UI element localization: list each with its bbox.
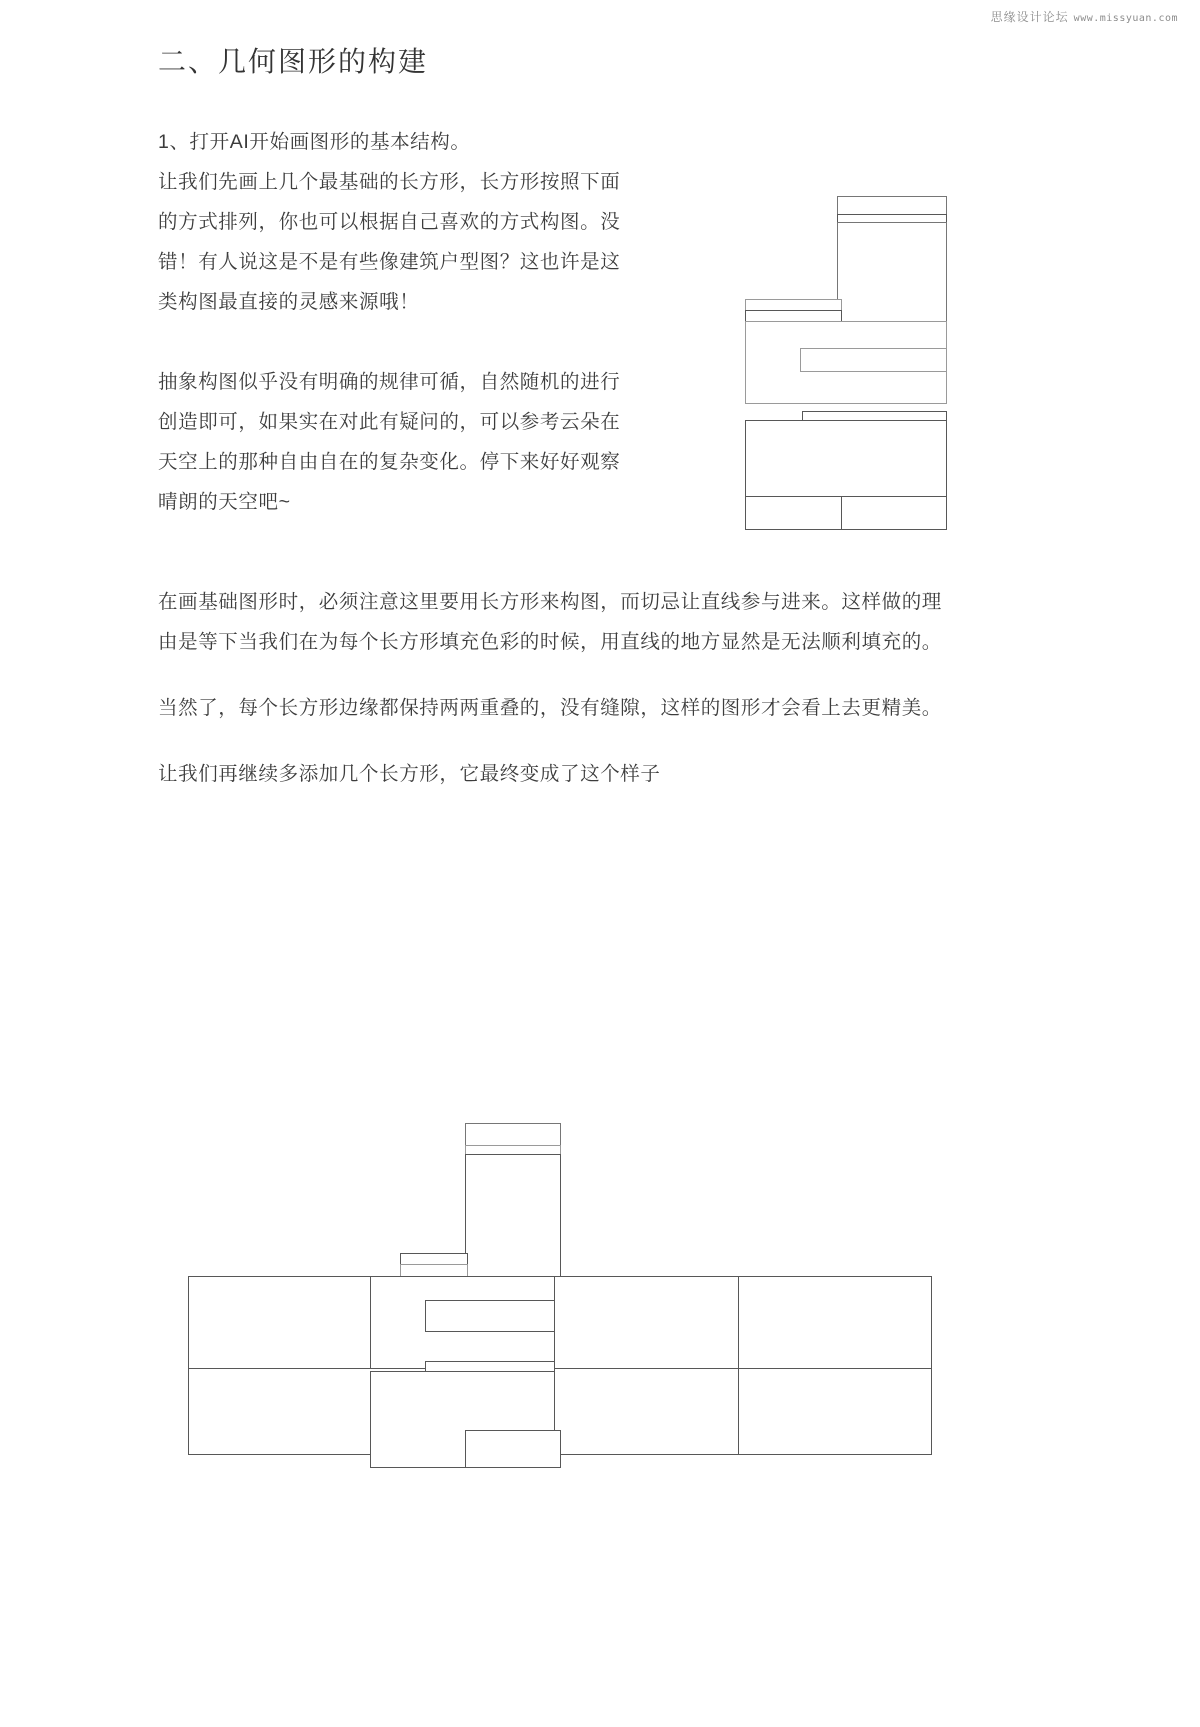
figure-rectangle [465,1154,561,1290]
paragraph-1: 让我们先画上几个最基础的长方形，长方形按照下面的方式排列，你也可以根据自己喜欢的方式构图。没错！有人说这是不是有些像建筑户型图？这也许是这类构图最直接的灵感来源哦！ [158,171,621,314]
paragraph-3: 在画基础图形时，必须注意这里要用长方形来构图，而切忌让直线参与进来。这样做的理由是等下当我们在为每个长方形填充色彩的时候，用直线的地方显然是无法顺利填充的。 [158,591,942,654]
figure-rectangle [465,1123,561,1147]
step-label: 1、打开AI开始画图形的基本结构。 [158,131,471,154]
watermark-url: www.missyuan.com [1073,13,1178,24]
figure-rectangle [425,1300,555,1332]
figure-rectangle [841,496,947,530]
paragraph-2: 抽象构图似乎没有明确的规律可循，自然随机的进行创造即可，如果实在对此有疑问的，可以参考云朵在天空上的那种自由自在的复杂变化。停下来好好观察晴朗的天空吧~ [158,371,621,514]
figure-rectangle [837,196,947,216]
figure-rectangle [745,496,842,530]
spacer [158,662,948,688]
page-title: 二、几何图形的构建 [158,46,429,77]
watermark-site-name: 思缘设计论坛 [990,10,1069,24]
site-watermark [991,8,1178,25]
figure-basic-structure [737,196,947,581]
figure-rectangle [800,348,947,372]
figure-rectangle [738,1368,932,1455]
figure-rectangle [465,1430,561,1468]
spacer [158,728,948,754]
figure-final-composition [180,1118,940,1468]
paragraph-4: 当然了，每个长方形边缘都保持两两重叠的，没有缝隙，这样的图形才会看上去更精美。 [158,697,942,720]
figure-rectangle [738,1276,932,1373]
paragraph-5: 让我们再继续多添加几个长方形，它最终变成了这个样子 [158,763,661,786]
